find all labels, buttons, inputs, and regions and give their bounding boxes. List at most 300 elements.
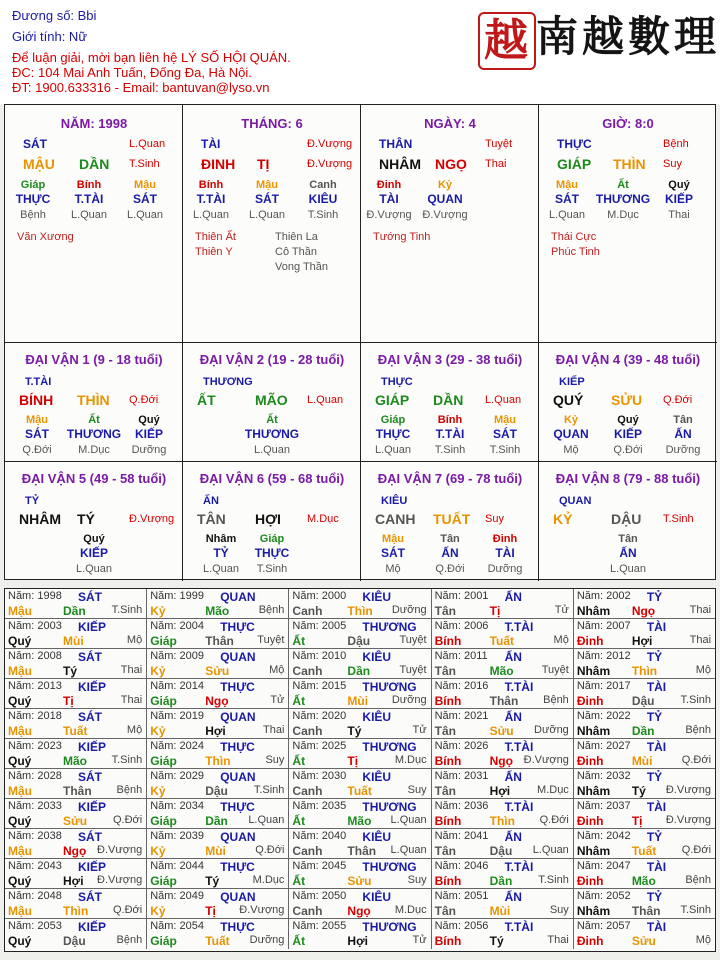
annual-row xyxy=(5,709,715,739)
hidden-stem: Tân xyxy=(618,533,638,545)
hidden-stem: Đinh xyxy=(376,179,402,191)
annual-row xyxy=(5,829,715,859)
year-stage: M.Dục xyxy=(394,904,427,916)
year-label xyxy=(435,920,489,932)
hidden-ten-god: T.TÀI xyxy=(196,192,226,206)
dai-van-title: ĐẠI VẬN 3 (29 - 38 tuổi) xyxy=(377,352,523,367)
dai-van-title: ĐẠI VẬN 6 (59 - 68 tuổi) xyxy=(199,471,345,486)
year-label xyxy=(292,710,346,722)
year-stage: Mộ xyxy=(269,664,285,676)
year-prefix: Năm: xyxy=(576,860,604,872)
year-stage: Q.Đới xyxy=(255,844,285,856)
hidden-stage: L.Quan xyxy=(202,563,240,575)
annual-year-cell xyxy=(147,769,289,798)
year-branch: Mùi xyxy=(63,634,84,648)
year-stem: Nhâm xyxy=(576,844,611,858)
year-stage: M.Dục xyxy=(537,784,569,796)
hidden-stem: Quý xyxy=(138,414,160,426)
year-label xyxy=(292,800,346,812)
year-ten-god: THƯƠNG xyxy=(362,680,417,694)
pillar-stage: Suy xyxy=(663,158,682,170)
year-prefix: Năm: xyxy=(434,650,461,662)
dai-van-stage: L.Quan xyxy=(485,394,522,406)
year-stem: Giáp xyxy=(150,634,177,648)
year-prefix: Năm: xyxy=(150,890,177,902)
dai-van-ten-god: THƯƠNG xyxy=(203,376,253,388)
year-branch: Tuất xyxy=(205,934,230,948)
year-prefix: Năm: xyxy=(292,860,319,872)
year-stem: Bính xyxy=(434,934,462,948)
year-prefix: Năm: xyxy=(150,740,177,752)
year-label xyxy=(292,830,346,842)
header xyxy=(0,0,720,104)
year-prefix: Năm: xyxy=(292,890,319,902)
year-prefix: Năm: xyxy=(8,800,35,812)
year-branch: Thìn xyxy=(63,904,89,918)
year-prefix: Năm: xyxy=(434,680,461,692)
hidden-stem: Ất xyxy=(617,179,629,191)
pillar-title: NĂM: 1998 xyxy=(60,116,128,131)
annual-row xyxy=(5,649,715,679)
dai-van-ten-god: KIÊU xyxy=(381,495,408,507)
year-branch: Thân xyxy=(205,634,234,648)
year-ten-god: KIẾP xyxy=(78,740,107,754)
year-branch: Dần xyxy=(631,724,655,738)
annual-year-cell xyxy=(574,709,715,738)
year-stage: Dưỡng xyxy=(391,694,427,706)
year-number: 2051 xyxy=(463,890,489,902)
year-stem: Tân xyxy=(434,724,456,738)
year-stage: Đ.Vượng xyxy=(523,754,569,766)
year-stage: L.Quan xyxy=(248,814,285,826)
year-label xyxy=(435,710,489,722)
pillar-title: GIỜ: 8:0 xyxy=(602,116,654,131)
year-ten-god: TỶ xyxy=(646,770,663,784)
year-stage: Đ.Vượng xyxy=(665,814,712,826)
pillar-stage-label: Bệnh xyxy=(663,138,689,150)
year-branch: Tị xyxy=(631,814,643,828)
year-ten-god: THỰC xyxy=(220,860,255,874)
year-ten-god: SÁT xyxy=(78,890,102,904)
year-prefix: Năm: xyxy=(434,770,461,782)
phone-email-line: ĐT: 1900.633316 - Email: bantuvan@lyso.vn xyxy=(12,80,270,95)
year-number: 2002 xyxy=(606,590,631,602)
year-branch: Mão xyxy=(205,604,230,618)
year-branch: Thân xyxy=(631,904,661,918)
year-ten-god: KIÊU xyxy=(362,770,392,784)
year-stem: Bính xyxy=(434,814,462,828)
dai-van-cell xyxy=(361,462,539,581)
year-ten-god: QUAN xyxy=(220,710,256,724)
year-stage: Suy xyxy=(407,784,427,796)
year-number: 2024 xyxy=(179,740,205,752)
year-label xyxy=(435,590,489,602)
year-stem: Quý xyxy=(8,874,32,888)
pillar-stage-label: L.Quan xyxy=(129,138,166,150)
year-stem: Mậu xyxy=(8,604,32,618)
year-number: 2017 xyxy=(606,680,631,692)
year-stem: Tân xyxy=(434,844,456,858)
hidden-stage: Q.Đới xyxy=(435,563,465,575)
hidden-stage: Mộ xyxy=(563,444,579,456)
year-ten-god: KIẾP xyxy=(78,800,107,814)
year-stage: Q.Đới xyxy=(681,754,712,766)
year-label xyxy=(435,800,489,812)
year-stem: Đinh xyxy=(576,874,604,888)
hidden-ten-god: THỰC xyxy=(375,427,411,441)
annual-year-cell xyxy=(289,919,431,949)
year-prefix: Năm: xyxy=(576,680,604,692)
annual-year-cell xyxy=(432,589,574,618)
hidden-stage: Q.Đới xyxy=(22,444,52,456)
hidden-ten-god: QUAN xyxy=(427,192,463,206)
year-prefix: Năm: xyxy=(576,740,604,752)
year-stage: Mộ xyxy=(695,664,712,676)
hidden-ten-god: KIẾP xyxy=(664,192,694,206)
year-stem: Quý xyxy=(8,694,32,708)
year-ten-god: QUAN xyxy=(220,650,256,664)
year-branch: Ngọ xyxy=(631,604,656,618)
year-label xyxy=(292,620,346,632)
year-number: 2037 xyxy=(606,800,631,812)
year-number: 2019 xyxy=(179,710,205,722)
year-prefix: Năm: xyxy=(292,620,319,632)
year-prefix: Năm: xyxy=(434,860,461,872)
annual-year-cell xyxy=(574,889,715,918)
year-branch: Tuất xyxy=(347,784,372,798)
year-number: 2011 xyxy=(463,650,488,662)
spirit-star: Thiên La xyxy=(275,231,318,243)
annual-year-cell xyxy=(5,889,147,918)
year-branch: Ngọ xyxy=(63,844,87,858)
year-label xyxy=(150,830,204,842)
dai-van-branch: HỢI xyxy=(255,511,281,527)
year-stem: Tân xyxy=(434,904,456,918)
year-label xyxy=(8,680,62,692)
annual-row xyxy=(5,589,715,619)
annual-year-cell xyxy=(147,619,289,648)
year-number: 2001 xyxy=(463,590,489,602)
year-label xyxy=(577,920,631,932)
year-ten-god: ẤN xyxy=(504,650,522,664)
year-stage: Dưỡng xyxy=(534,724,569,736)
year-label xyxy=(8,920,62,932)
pillar-branch: THÌN xyxy=(613,156,646,172)
year-label xyxy=(292,860,346,872)
hidden-stem: Bính xyxy=(437,414,463,426)
annual-year-cell xyxy=(5,619,147,648)
annual-year-cell xyxy=(147,679,289,708)
year-number: 1998 xyxy=(37,590,62,602)
dai-van-branch: THÌN xyxy=(77,392,110,408)
logo-text: 南越數理 xyxy=(536,12,720,61)
year-prefix: Năm: xyxy=(292,920,319,932)
year-stem: Giáp xyxy=(150,934,177,948)
year-stem: Mậu xyxy=(8,784,32,798)
hidden-stage: T.Sinh xyxy=(256,563,288,575)
dai-van-stem: KỶ xyxy=(553,511,573,527)
year-stage: L.Quan xyxy=(390,814,427,826)
year-branch: Dậu xyxy=(489,844,513,858)
year-ten-god: TÀI xyxy=(646,620,667,634)
year-prefix: Năm: xyxy=(292,800,319,812)
year-ten-god: TÀI xyxy=(646,740,667,754)
dai-van-title: ĐẠI VẬN 7 (69 - 78 tuổi) xyxy=(377,471,523,486)
dai-van-stem: ẤT xyxy=(197,392,216,408)
year-prefix: Năm: xyxy=(150,800,177,812)
year-number: 1999 xyxy=(179,590,205,602)
year-prefix: Năm: xyxy=(150,860,177,872)
dai-van-branch: TÝ xyxy=(77,511,95,527)
dai-van-stem: QUÝ xyxy=(553,392,584,408)
spirit-star: Vong Thần xyxy=(275,261,329,273)
year-stem: Canh xyxy=(292,784,323,798)
pillar-stage: Đ.Vượng xyxy=(307,158,353,170)
year-stage: M.Dục xyxy=(252,874,285,886)
annual-year-cell xyxy=(147,709,289,738)
annual-year-cell xyxy=(432,619,574,648)
year-stage: Bệnh xyxy=(116,784,143,796)
dai-van-title: ĐẠI VẬN 4 (39 - 48 tuổi) xyxy=(555,352,701,367)
annual-year-cell xyxy=(289,829,431,858)
year-ten-god: TỶ xyxy=(646,890,663,904)
year-label xyxy=(577,620,631,632)
year-ten-god: KIẾP xyxy=(78,860,107,874)
year-branch: Hợi xyxy=(631,634,653,648)
hidden-ten-god: THƯƠNG xyxy=(595,192,651,206)
year-label xyxy=(435,740,489,752)
year-label xyxy=(150,860,204,872)
dai-van-branch: DẬU xyxy=(611,511,642,527)
year-label xyxy=(577,800,631,812)
year-prefix: Năm: xyxy=(8,920,35,932)
year-label xyxy=(577,860,631,872)
year-stage: Mộ xyxy=(126,724,143,736)
year-prefix: Năm: xyxy=(8,740,35,752)
year-label xyxy=(292,770,346,782)
year-ten-god: T.TÀI xyxy=(504,800,534,814)
year-ten-god: THỰC xyxy=(220,620,255,634)
hidden-stage: L.Quan xyxy=(548,209,586,221)
annual-year-cell xyxy=(432,859,574,888)
year-number: 2032 xyxy=(606,770,631,782)
year-stage: Mộ xyxy=(126,634,143,646)
dai-van-stage: L.Quan xyxy=(307,394,344,406)
year-stage: Q.Đới xyxy=(112,814,143,826)
hidden-ten-god: SÁT xyxy=(25,427,49,441)
year-label xyxy=(8,710,62,722)
annual-row xyxy=(5,799,715,829)
year-branch: Sửu xyxy=(63,814,88,828)
hidden-ten-god: SÁT xyxy=(493,427,517,441)
year-stage: T.Sinh xyxy=(111,754,143,766)
dai-van-stage: Suy xyxy=(485,513,504,525)
year-label xyxy=(435,650,488,662)
year-number: 2045 xyxy=(321,860,347,872)
annual-year-cell xyxy=(289,769,431,798)
annual-year-cell xyxy=(574,589,715,618)
year-number: 2022 xyxy=(606,710,631,722)
year-prefix: Năm: xyxy=(8,770,35,782)
address-line: ĐC: 104 Mai Anh Tuấn, Đống Đa, Hà Nội. xyxy=(12,65,252,80)
red-seal-icon: 越 xyxy=(478,12,536,70)
dai-van-stage: Q.Đới xyxy=(129,394,159,406)
hidden-stage: Mộ xyxy=(385,563,401,575)
year-number: 2054 xyxy=(179,920,205,932)
year-prefix: Năm: xyxy=(8,680,35,692)
year-branch: Sửu xyxy=(489,724,514,738)
dai-van-ten-god: KIẾP xyxy=(559,376,585,388)
hidden-stem: Mậu xyxy=(134,179,156,191)
hidden-stage: Dưỡng xyxy=(131,444,167,456)
year-branch: Thân xyxy=(489,694,519,708)
pillar-stage: T.Sinh xyxy=(129,158,160,170)
year-stem: Ất xyxy=(292,634,306,648)
year-ten-god: THỰC xyxy=(220,680,255,694)
year-number: 2050 xyxy=(321,890,347,902)
year-stem: Mậu xyxy=(8,904,32,918)
year-ten-god: THỰC xyxy=(220,740,255,754)
year-ten-god: KIÊU xyxy=(362,650,392,664)
year-ten-god: THƯƠNG xyxy=(362,800,417,814)
year-ten-god: TÀI xyxy=(646,920,667,934)
year-stage: Q.Đới xyxy=(112,904,143,916)
year-number: 2005 xyxy=(321,620,347,632)
annual-year-cell xyxy=(289,649,431,678)
year-prefix: Năm: xyxy=(150,830,177,842)
year-branch: Thân xyxy=(63,784,92,798)
year-label xyxy=(435,770,489,782)
year-stage: T.Sinh xyxy=(253,784,285,796)
annual-year-cell xyxy=(5,649,147,678)
hidden-stem: Nhâm xyxy=(205,533,237,545)
year-number: 2010 xyxy=(321,650,347,662)
hidden-stage: Dưỡng xyxy=(665,444,701,456)
year-prefix: Năm: xyxy=(8,620,35,632)
year-stem: Đinh xyxy=(576,634,604,648)
year-number: 2043 xyxy=(37,860,62,872)
annual-year-cell xyxy=(432,799,574,828)
year-branch: Tý xyxy=(631,784,646,798)
hidden-ten-god: KIÊU xyxy=(308,192,338,206)
hidden-stage: L.Quan xyxy=(192,209,230,221)
hidden-ten-god: ẤN xyxy=(619,546,637,560)
hidden-stem: Mậu xyxy=(26,414,48,426)
year-label xyxy=(8,590,62,602)
pillar-ten-god: SÁT xyxy=(23,137,47,151)
year-number: 2055 xyxy=(321,920,347,932)
year-stem: Bính xyxy=(434,754,462,768)
year-prefix: Năm: xyxy=(434,740,461,752)
annual-year-cell xyxy=(432,769,574,798)
year-prefix: Năm: xyxy=(434,890,461,902)
year-stem: Bính xyxy=(434,694,462,708)
year-prefix: Năm: xyxy=(576,800,604,812)
annual-year-cell xyxy=(5,739,147,768)
pillar-cell xyxy=(183,105,361,343)
dai-van-stem: CANH xyxy=(375,511,416,527)
year-branch: Dậu xyxy=(347,634,371,648)
dai-van-stage: Đ.Vượng xyxy=(129,513,175,525)
dai-van-stem: GIÁP xyxy=(375,392,410,408)
hidden-stage: T.Sinh xyxy=(307,209,339,221)
contact-line: Để luận giải, mời bạn liên hệ LÝ SỐ HỘI QUÁN. xyxy=(12,50,291,65)
year-label xyxy=(435,680,489,692)
year-label xyxy=(577,890,631,902)
year-branch: Mùi xyxy=(347,694,369,708)
year-stem: Bính xyxy=(434,874,462,888)
year-stem: Ất xyxy=(292,874,306,888)
dai-van-title: ĐẠI VẬN 2 (19 - 28 tuổi) xyxy=(199,352,345,367)
hidden-ten-god: ẤN xyxy=(674,427,692,441)
year-ten-god: TÀI xyxy=(646,800,667,814)
hidden-stem: Mậu xyxy=(382,533,404,545)
year-number: 2026 xyxy=(463,740,489,752)
annual-year-cell xyxy=(5,859,147,888)
year-stem: Tân xyxy=(434,664,456,678)
year-stage: Thai xyxy=(547,934,569,946)
year-branch: Thìn xyxy=(347,604,373,618)
hidden-stem: Ất xyxy=(266,414,278,426)
dai-van-cell xyxy=(539,462,717,581)
hidden-stage: T.Sinh xyxy=(434,444,466,456)
year-stage: Tử xyxy=(412,724,427,736)
year-number: 2021 xyxy=(463,710,489,722)
hidden-stage: L.Quan xyxy=(374,444,412,456)
annual-year-cell xyxy=(289,589,431,618)
hidden-ten-god: SÁT xyxy=(555,192,579,206)
pillar-stage-label: Tuyệt xyxy=(485,138,513,150)
brand-logo xyxy=(478,8,720,72)
year-prefix: Năm: xyxy=(292,650,319,662)
year-ten-god: ẤN xyxy=(504,770,522,784)
year-branch: Mùi xyxy=(631,754,653,768)
annual-year-cell xyxy=(574,769,715,798)
annual-year-cell xyxy=(432,679,574,708)
annual-year-cell xyxy=(147,889,289,918)
year-stage: Tử xyxy=(554,604,569,616)
year-ten-god: KIẾP xyxy=(78,680,107,694)
dai-van-ten-god: ẤN xyxy=(203,495,219,507)
year-branch: Tị xyxy=(489,604,501,618)
year-number: 2023 xyxy=(37,740,62,752)
year-label xyxy=(292,590,346,602)
year-ten-god: THƯƠNG xyxy=(362,920,417,934)
year-prefix: Năm: xyxy=(576,710,604,722)
hidden-ten-god: QUAN xyxy=(553,427,589,441)
dai-van-stem: BÍNH xyxy=(19,392,54,408)
year-ten-god: TỶ xyxy=(646,650,663,664)
year-number: 2004 xyxy=(179,620,205,632)
pillar-stem: GIÁP xyxy=(557,156,592,172)
dai-van-title: ĐẠI VẬN 8 (79 - 88 tuổi) xyxy=(555,471,701,486)
year-label xyxy=(150,740,204,752)
year-ten-god: ẤN xyxy=(504,890,522,904)
annual-row xyxy=(5,889,715,919)
year-stage: M.Dục xyxy=(394,754,427,766)
pillar-ten-god: THỰC xyxy=(557,137,592,151)
annual-year-cell xyxy=(147,589,289,618)
year-label xyxy=(435,860,489,872)
year-label xyxy=(150,800,204,812)
pillar-stem: ĐINH xyxy=(201,156,236,172)
year-branch: Ngọ xyxy=(347,904,371,918)
year-label xyxy=(292,680,346,692)
annual-year-cell xyxy=(5,679,147,708)
hidden-stage: M.Dục xyxy=(607,209,639,221)
year-stem: Mậu xyxy=(8,724,32,738)
dai-van-branch: MÃO xyxy=(255,392,288,408)
